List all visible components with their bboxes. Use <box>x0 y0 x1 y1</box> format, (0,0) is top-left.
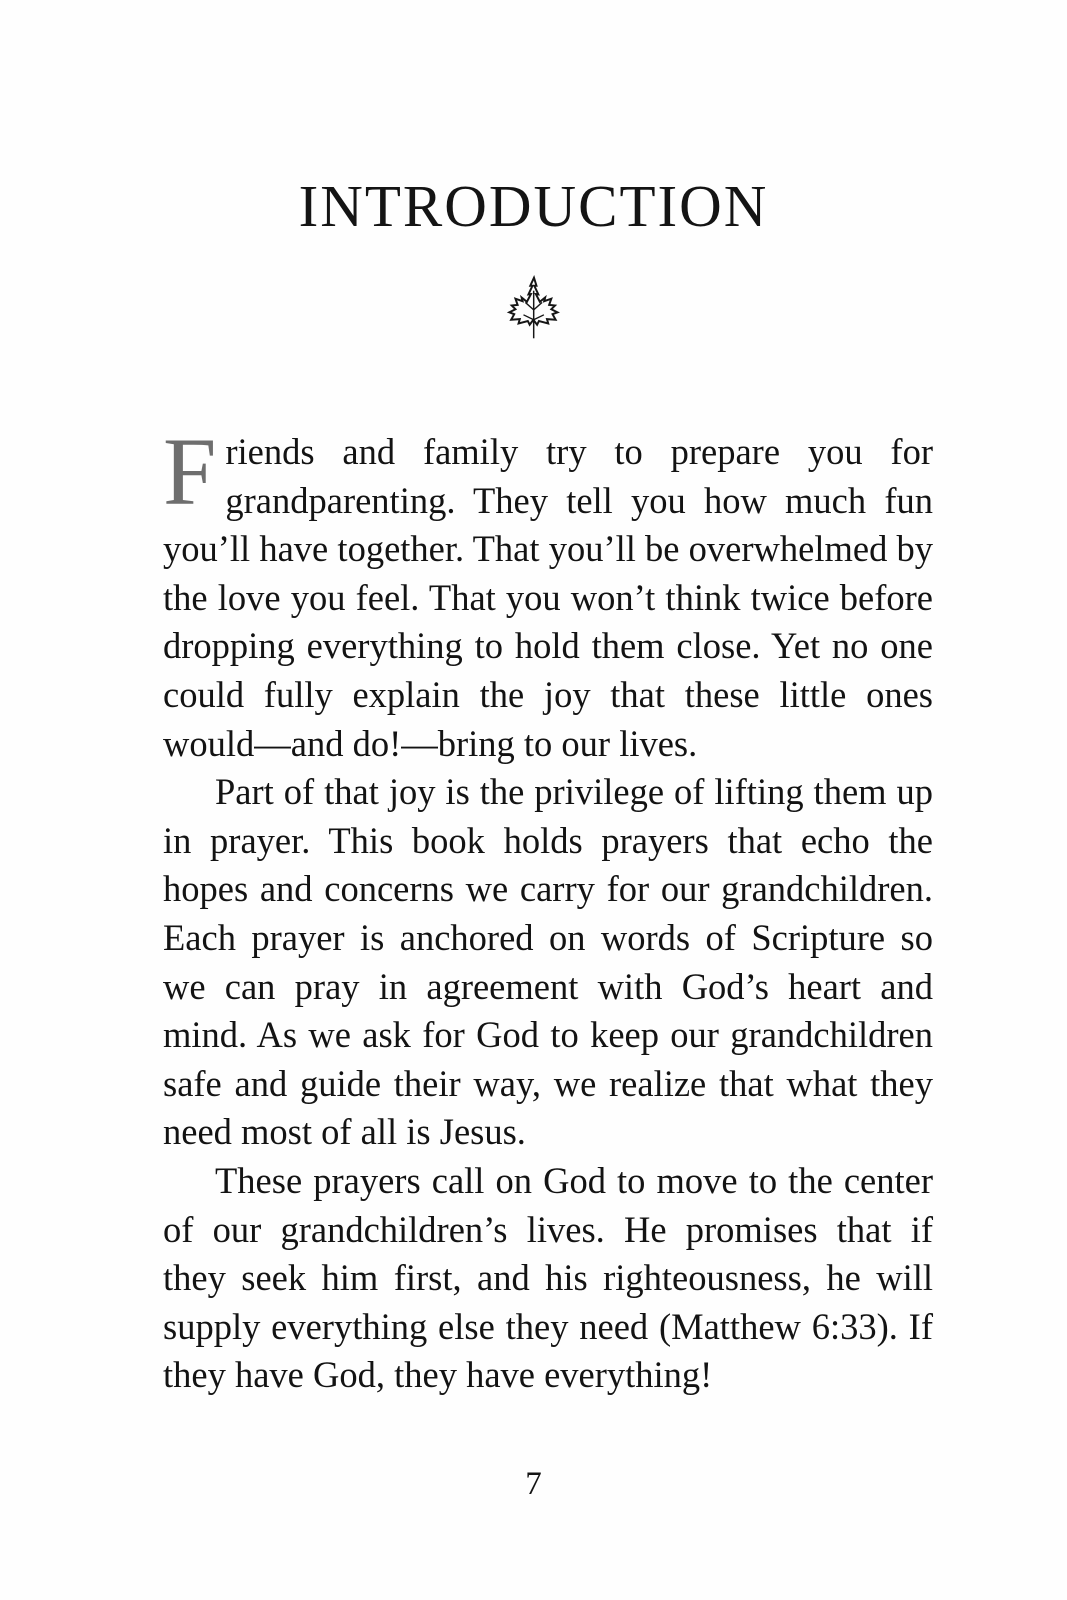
drop-cap-letter: F <box>163 418 217 525</box>
paragraph-3 <box>163 1157 933 1400</box>
paragraph-3-text: These prayers call on God to move to the center of our grandchildren’s lives. He promises that if they seek him first, and his righteousness, he will supply everything else they need (Matthew 6:33). If they have God, they have everything! <box>163 1159 933 1396</box>
maple-leaf-ornament-icon <box>503 274 565 342</box>
paragraph-2-text: Part of that joy is the privilege of lifting them up in prayer. This book holds prayers that echo the hopes and concerns we carry for our grandchildren. Each prayer is anchored on words of Scripture so we can pray in agreement with God’s heart and mind. As we ask for God to keep our grandchildren safe and guide their way, we realize that what they need most of all is Jesus. <box>163 771 933 1153</box>
paragraph-2 <box>163 768 933 1157</box>
maple-leaf-ornament <box>0 274 1067 342</box>
page-title: INTRODUCTION <box>298 172 769 239</box>
paragraph-1 <box>163 418 933 768</box>
body-text-block <box>163 418 933 1400</box>
page-number: 7 <box>525 1466 542 1502</box>
paragraph-1-text: riends and family try to prepare you for grandparenting. They tell you how much fun you’ll have together. That you’ll be overwhelmed by the love you feel. That you won’t think twice before dropping everything to hold them close. Yet no one could fully explain the joy that these little ones would—and do!—bring to our lives. <box>163 431 933 764</box>
